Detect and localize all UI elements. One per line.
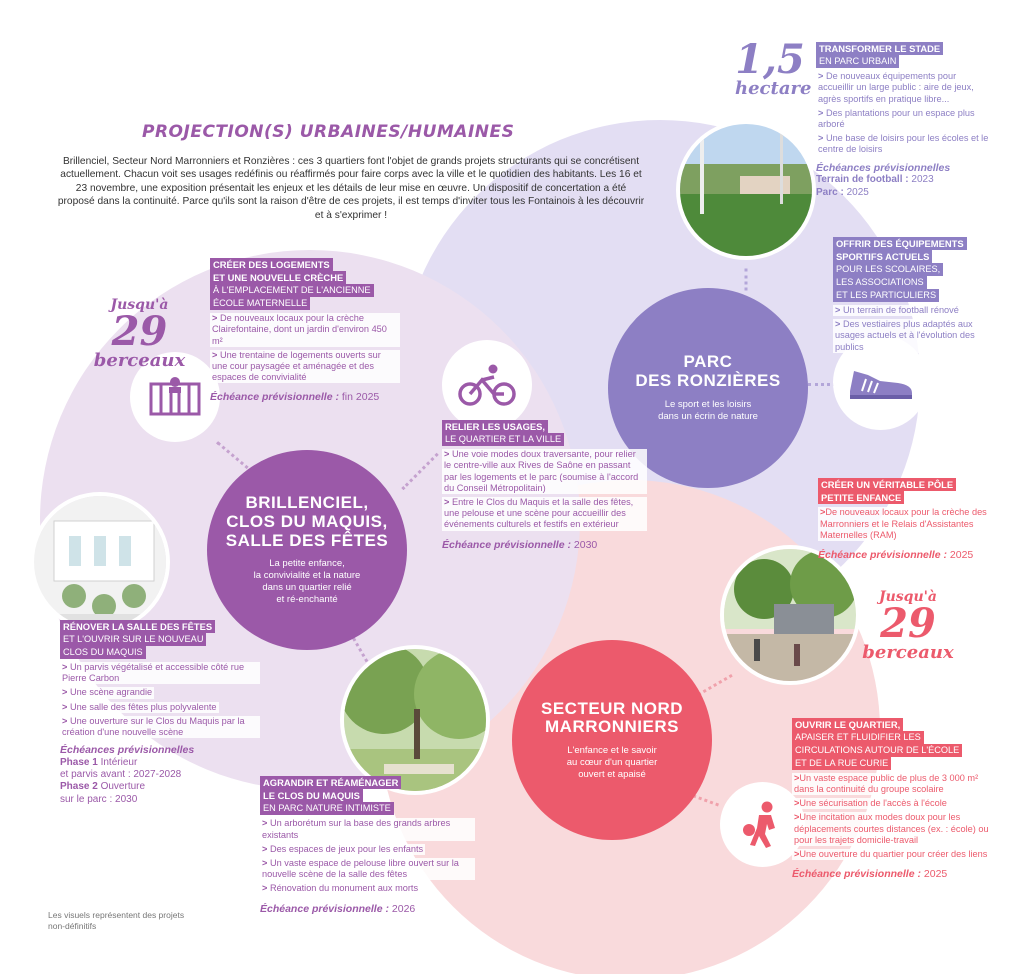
block-header: POUR LES SCOLAIRES, [833,263,943,276]
district-circle-marronniers [512,640,712,840]
bullet: > Des vestiaires plus adaptés aux usages actuels et à l'évolution des publics [833,319,1003,353]
block-petite-enfance [818,478,998,562]
district-subtitle: La petite enfance, la convivialité et la nature dans un quartier relié et ré-enchanté [253,558,361,605]
bullet: > Un arborétum sur la base des grands arbres existants [260,818,475,840]
block-header: OUVRIR LE QUARTIER, [792,718,903,731]
block-header: CRÉER DES LOGEMENTS [210,258,333,271]
stadium-photo [676,120,816,260]
bullet: > Une ouverture sur le Clos du Maquis par la création d'une nouvelle scène [60,716,260,738]
clos-du-maquis-photo [340,645,490,795]
block-header: ET UNE NOUVELLE CRÈCHE [210,271,346,284]
block-header: ET LES PARTICULIERS [833,289,939,302]
salle-des-fetes-render [30,492,170,632]
block-header: APAISER ET FLUIDIFIER LES [792,731,924,744]
bullet: > Une scène agrandie [62,687,153,698]
block-header: RELIER LES USAGES, [442,420,548,433]
block-header: LE QUARTIER ET LA VILLE [442,433,564,446]
block-stade [816,42,996,199]
bullet: >Une ouverture du quartier pour créer des liens [794,849,988,860]
bullet: > Un parvis végétalisé et accessible côté rue Pierre Carbon [60,662,260,684]
deadline-line: Échéance prévisionnelle : fin 2025 [210,391,380,404]
footnote: Les visuels représentent des projets non-définitifs [48,910,185,932]
deadline-line: Échéance prévisionnelle : 2030 [442,538,598,551]
intro-paragraph: Brillenciel, Secteur Nord Marronniers et Ronzières : ces 3 quartiers font l'objet de grands projets structurants qui se concrétisent actuellement. Chacun voit ses usages redéfinis ou réaffirmés pour faire corps avec la ville et le quotidien des habitants. Les 16 et 23 novembre, une exposition présentait les enjeux et les détails de leur mise en œuvre. Un dispositif de concertation a été proposé dans la continuité. Parce qu'ils sont la raison d'être de ces projets, il est temps d'inviter tous les Fontainois à les découvrir et à s'exprimer ! [57,156,645,221]
block-header: EN PARC NATURE INTIMISTE [260,802,394,815]
bullet: >Une sécurisation de l'accès à l'école [794,798,947,809]
hectare-unit: hectare [735,78,812,99]
block-logements [210,258,400,404]
block-equipements [833,237,1003,353]
block-header: EN PARC URBAIN [816,55,899,68]
bullet: > De nouveaux équipements pour accueillir un large public : aire de jeux, agrès sportifs en pratique libre... [816,71,996,105]
deadline-label: Échéances prévisionnelles [60,744,195,757]
page-title: PROJECTION(S) URBAINES/HUMAINES [142,122,515,142]
bullet: > Une voie modes doux traversante, pour relier le centre-ville aux Rives de Saône en passant par les logements et le parc (soumise à l'accord du Conseil Métropolitain) [442,449,647,494]
block-header: CIRCULATIONS AUTOUR DE L'ÉCOLE [792,744,962,757]
block-header: CLOS DU MAQUIS [60,646,146,659]
bullet: > Un vaste espace de pelouse libre ouvert sur la nouvelle scène de la salle des fêtes [260,858,475,880]
block-header: CRÉER UN VÉRITABLE PÔLE [818,478,956,491]
hectare-number: 1,5 [735,36,805,83]
district-subtitle: L'enfance et le savoir au cœur d'un quartier ouvert et apaisé [566,744,658,780]
block-header: SPORTIFS ACTUELS [833,250,932,263]
block-header: PETITE ENFANCE [818,491,904,504]
deadline-line: Échéance prévisionnelle : 2025 [818,549,974,562]
berceaux-pre: Jusqu'à [110,297,169,313]
block-header: ET L'OUVRIR SUR LE NOUVEAU [60,633,206,646]
block-header: OFFRIR DES ÉQUIPEMENTS [833,237,967,250]
bullet: >Une incitation aux modes doux pour les déplacements courtes distances (ex. : école) ou pour les trajets domicile-travail [792,812,1002,846]
bullet: > Une trentaine de logements ouverts sur une cour paysagée et aménagée et des espaces de convivialité [210,350,400,384]
block-header: LE CLOS DU MAQUIS [260,789,363,802]
deadline-line: Échéance prévisionnelle : 2026 [260,902,416,915]
block-ouvrir-quartier [792,718,1002,881]
block-usages [442,420,647,551]
bullet: > Des plantations pour un espace plus arboré [816,108,996,130]
deadline-line: Phase 2 Ouverture sur le parc : 2030 [60,781,146,805]
block-clos-du-maquis [260,776,475,915]
block-header: ET DE LA RUE CURIE [792,757,891,770]
berceaux-unit: berceaux [93,350,186,371]
block-header: À L'EMPLACEMENT DE L'ANCIENNE [210,284,374,297]
deadline-line: Parc : 2025 [816,186,869,198]
bullet: > De nouveaux locaux pour la crèche Clairefontaine, dont un jardin d'environ 450 m² [210,313,400,347]
hectare-stat [735,36,812,99]
district-subtitle: Le sport et les loisirs dans un écrin de nature [658,398,758,422]
deadline-line: Échéance prévisionnelle : 2025 [792,868,948,881]
berceaux-unit: berceaux [862,642,954,663]
connector-dots [745,269,748,291]
berceaux-stat-left [92,298,187,370]
bullet: >De nouveaux locaux pour la crèche des Marronniers et le Relais d'Assistantes Maternelles (RAM) [818,507,998,541]
district-title: PARC DES RONZIÈRES [635,352,781,391]
berceaux-stat-right [858,590,958,662]
block-header: TRANSFORMER LE STADE [816,42,943,55]
bullet: > Une salle des fêtes plus polyvalente [62,701,217,712]
bullet: >Un vaste espace public de plus de 3 000 m² dans la continuité du groupe scolaire [792,773,1002,795]
bullet: > Rénovation du monument aux morts [262,883,419,894]
berceaux-number: 29 [880,600,936,647]
bicycle-icon [442,340,532,430]
block-salle-des-fetes [60,620,260,806]
district-title: SECTEUR NORD MARRONNIERS [540,698,683,737]
block-header: RÉNOVER LA SALLE DES FÊTES [60,620,215,633]
block-header: ÉCOLE MATERNELLE [210,297,310,310]
block-header: AGRANDIR ET RÉAMÉNAGER [260,776,401,789]
connector-dots [808,383,836,386]
berceaux-number: 29 [111,308,168,355]
deadline-line: Terrain de football : 2023 [816,174,934,186]
childcare-photo [720,545,860,685]
bullet: > Entre le Clos du Maquis et la salle des fêtes, une pelouse et une scène pour accueillir des événements culturels et festifs en extérieur [442,497,647,531]
berceaux-pre: Jusqu'à [878,589,937,605]
bullet: > Des espaces de jeux pour les enfants [262,843,424,854]
bullet: > Une base de loisirs pour les écoles et le centre de loisirs [816,133,996,155]
district-title: BRILLENCIEL, CLOS DU MAQUIS, SALLE DES FÊTES [225,493,389,550]
block-header: LES ASSOCIATIONS [833,276,927,289]
deadline-label: Échéances prévisionnelles [816,161,951,174]
bullet: > Un terrain de football rénové [835,305,959,316]
deadline-line: Phase 1 Intérieur et parvis avant : 2027-2028 [60,757,182,781]
